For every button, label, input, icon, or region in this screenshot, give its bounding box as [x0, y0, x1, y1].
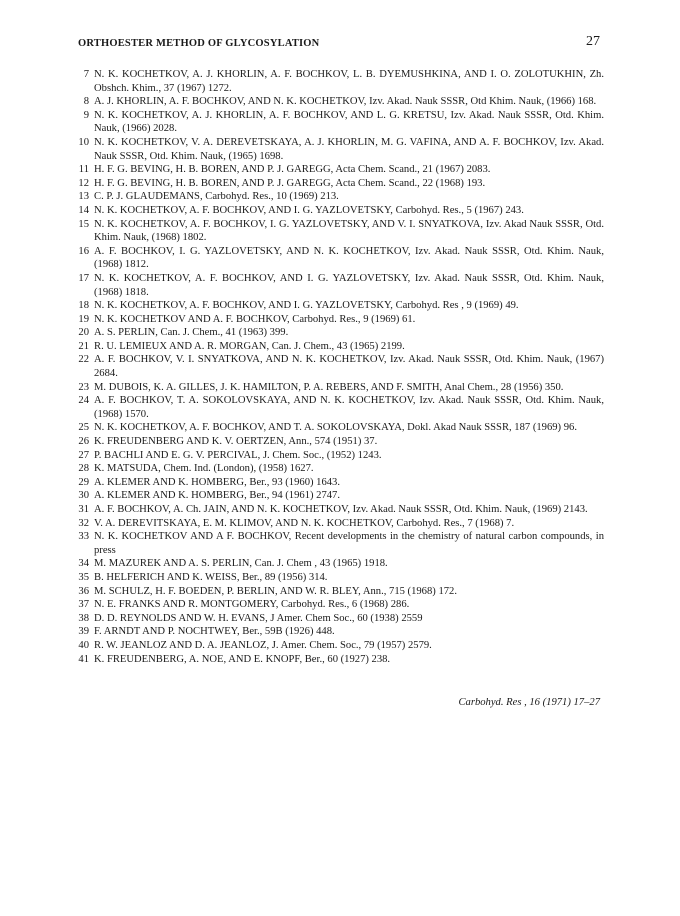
reference-number: 31	[78, 504, 89, 515]
reference-number: 8	[83, 96, 89, 108]
reference-text: D. D. REYNOLDS AND W. H. EVANS, J Amer. Chem Soc., 60 (1938) 2559	[94, 612, 423, 624]
reference-item	[74, 625, 604, 639]
reference-item	[74, 95, 604, 109]
reference-item	[74, 653, 604, 667]
reference-number: 16	[78, 245, 89, 257]
reference-text: H. F. G. BEVING, H. B. BOREN, AND P. J. GAREGG, Acta Chem. Scand., 21 (1967) 2083.	[94, 164, 491, 176]
reference-text: N. K. KOCHETKOV, A. J. KHORLIN, A. F. BOCHKOV, L. B. DYEMUSHKINA, AND I. O. ZOLOTUKHIN, Zh. Obshch. Khim., 37 (1967) 1272.	[94, 69, 604, 94]
reference-number: 35	[78, 571, 89, 583]
reference-text: B. HELFERICH AND K. WEISS, Ber., 89 (1956) 314.	[94, 571, 328, 583]
reference-item	[74, 462, 604, 476]
reference-item	[74, 476, 604, 490]
running-head: ORTHOESTER METHOD OF GLYCOSYLATION	[78, 38, 320, 49]
reference-item	[74, 68, 604, 95]
reference-text: N. K. KOCHETKOV, V. A. DEREVETSKAYA, A. J. KHORLIN, M. G. VAFINA, AND A. F. BOCHKOV, Izv. Akad. Nauk SSSR, Otd. Khim. Nauk, (1965) 1698.	[94, 136, 604, 162]
reference-text: R. U. LEMIEUX AND A. R. MORGAN, Can. J. Chem., 43 (1965) 2199.	[94, 340, 405, 352]
reference-item	[74, 299, 604, 313]
reference-number: 12	[78, 177, 89, 189]
reference-item	[74, 177, 604, 191]
reference-text: N. K. KOCHETKOV, A. F. BOCHKOV, I. G. YAZLOVETSKY, AND V. I. SNYATKOVA, Izv. Akad Nauk SSSR, Otd. Khim. Nauk, (1968) 1802.	[94, 218, 604, 244]
page-number: 27	[586, 34, 600, 49]
reference-text: K. FREUDENBERG AND K. V. OERTZEN, Ann., 574 (1951) 37.	[94, 436, 378, 448]
reference-item	[74, 326, 604, 340]
reference-number: 26	[78, 436, 89, 448]
reference-item	[74, 313, 604, 327]
reference-number: 21	[78, 340, 89, 352]
reference-number: 24	[78, 395, 89, 407]
reference-text: A. S. PERLIN, Can. J. Chem., 41 (1963) 399.	[94, 327, 289, 339]
reference-number: 7	[83, 69, 89, 80]
reference-item	[74, 557, 604, 571]
reference-text: R. W. JEANLOZ AND D. A. JEANLOZ, J. Amer. Chem. Soc., 79 (1957) 2579.	[94, 639, 432, 651]
reference-text: N. K. KOCHETKOV, A. F. BOCHKOV, AND I. G. YAZLOVETSKY, Carbohyd. Res , 9 (1969) 49.	[94, 300, 519, 312]
reference-text: M. SCHULZ, H. F. BOEDEN, P. BERLIN, AND W. R. BLEY, Ann., 715 (1968) 172.	[94, 585, 457, 597]
reference-number: 38	[78, 612, 89, 624]
reference-item	[74, 612, 604, 626]
reference-text: N. K. KOCHETKOV AND A F. BOCHKOV, Recent developments in the chemistry of natural carbon compounds, in press	[94, 531, 604, 556]
reference-item	[74, 394, 604, 421]
reference-text: N. K. KOCHETKOV, A. F. BOCHKOV, AND T. A. SOKOLOVSKAYA, Dokl. Akad Nauk SSSR, 187 (1969) 96.	[94, 422, 577, 434]
reference-text: K. FREUDENBERG, A. NOE, AND E. KNOPF, Ber., 60 (1927) 238.	[94, 653, 391, 665]
reference-item	[74, 109, 604, 136]
reference-text: C. P. J. GLAUDEMANS, Carbohyd. Res., 10 (1969) 213.	[94, 191, 339, 203]
reference-text: V. A. DEREVITSKAYA, E. M. KLIMOV, AND N. K. KOCHETKOV, Carbohyd. Res., 7 (1968) 7.	[94, 517, 515, 529]
reference-number: 37	[78, 599, 89, 611]
reference-number: 9	[83, 109, 89, 121]
reference-text: P. BACHLI AND E. G. V. PERCIVAL, J. Chem. Soc., (1952) 1243.	[94, 449, 382, 461]
reference-number: 11	[78, 164, 89, 176]
reference-number: 29	[78, 476, 89, 488]
reference-item	[74, 245, 604, 272]
reference-number: 27	[78, 449, 89, 461]
reference-text: H. F. G. BEVING, H. B. BOREN, AND P. J. GAREGG, Acta Chem. Scand., 22 (1968) 193.	[94, 177, 486, 189]
reference-number: 34	[78, 558, 89, 570]
reference-item	[74, 639, 604, 653]
reference-number: 10	[78, 136, 89, 148]
reference-number: 18	[78, 300, 89, 312]
reference-item	[74, 435, 604, 449]
reference-number: 32	[78, 517, 89, 529]
reference-number: 14	[78, 204, 89, 216]
reference-number: 22	[78, 354, 89, 366]
reference-text: M. DUBOIS, K. A. GILLES, J. K. HAMILTON, P. A. REBERS, AND F. SMITH, Anal Chem., 28 (1956) 350.	[94, 381, 564, 393]
reference-item	[74, 272, 604, 299]
reference-list	[74, 68, 604, 666]
reference-item	[74, 136, 604, 163]
reference-item	[74, 204, 604, 218]
reference-text: A. F. BOCHKOV, A. Ch. JAIN, AND N. K. KOCHETKOV, Izv. Akad. Nauk SSSR, Otd. Khim. Nauk, (1969) 2143.	[94, 504, 588, 515]
reference-item	[74, 503, 604, 517]
reference-number: 41	[78, 653, 89, 665]
reference-number: 36	[78, 585, 89, 597]
reference-text: N. K. KOCHETKOV, A. F. BOCHKOV, AND I. G. YAZLOVETSKY, Carbohyd. Res., 5 (1967) 243.	[94, 204, 524, 216]
reference-text: A. KLEMER AND K. HOMBERG, Ber., 94 (1961) 2747.	[94, 490, 341, 502]
reference-text: N. E. FRANKS AND R. MONTGOMERY, Carbohyd. Res., 6 (1968) 286.	[94, 599, 410, 611]
reference-number: 15	[78, 218, 89, 230]
reference-item	[74, 571, 604, 585]
reference-number: 23	[78, 381, 89, 393]
reference-item	[74, 381, 604, 395]
reference-number: 33	[78, 531, 89, 543]
reference-number: 20	[78, 327, 89, 339]
reference-text: A. F. BOCHKOV, I. G. YAZLOVETSKY, AND N. K. KOCHETKOV, Izv. Akad. Nauk SSSR, Otd. Khim. Nauk, (1968) 1812.	[94, 245, 604, 271]
reference-text: A. F. BOCHKOV, V. I. SNYATKOVA, AND N. K. KOCHETKOV, Izv. Akad. Nauk SSSR, Otd. Khim. Nauk, (1967) 2684.	[94, 354, 604, 380]
reference-text: K. MATSUDA, Chem. Ind. (London), (1958) 1627.	[94, 463, 314, 475]
journal-citation-footer: Carbohyd. Res , 16 (1971) 17–27	[458, 697, 600, 708]
reference-item	[74, 190, 604, 204]
reference-text: A. KLEMER AND K. HOMBERG, Ber., 93 (1960) 1643.	[94, 476, 341, 488]
reference-item	[74, 353, 604, 380]
reference-item	[74, 517, 604, 531]
reference-item	[74, 163, 604, 177]
reference-number: 19	[78, 313, 89, 325]
reference-text: N. K. KOCHETKOV, A. J. KHORLIN, A. F. BOCHKOV, AND L. G. KRETSU, Izv. Akad. Nauk SSSR, Otd. Khim. Nauk, (1966) 2028.	[94, 109, 604, 135]
reference-item	[74, 489, 604, 503]
reference-item	[74, 585, 604, 599]
reference-text: M. MAZUREK AND A. S. PERLIN, Can. J. Chem , 43 (1965) 1918.	[94, 558, 388, 570]
reference-number: 40	[78, 639, 89, 651]
reference-number: 13	[78, 191, 89, 203]
reference-number: 17	[78, 272, 89, 284]
reference-item	[74, 449, 604, 463]
reference-number: 30	[78, 490, 89, 502]
reference-text: A. J. KHORLIN, A. F. BOCHKOV, AND N. K. KOCHETKOV, Izv. Akad. Nauk SSSR, Otd Khim. Nauk, (1966) 168.	[94, 96, 597, 108]
reference-text: A. F. BOCHKOV, T. A. SOKOLOVSKAYA, AND N. K. KOCHETKOV, Izv. Akad. Nauk SSSR, Otd. Khim. Nauk, (1968) 1570.	[94, 395, 604, 420]
reference-number: 25	[78, 422, 89, 434]
reference-text: F. ARNDT AND P. NOCHTWEY, Ber., 59B (1926) 448.	[94, 626, 335, 638]
reference-item	[74, 340, 604, 354]
reference-number: 28	[78, 463, 89, 475]
reference-number: 39	[78, 626, 89, 638]
reference-text: N. K. KOCHETKOV, A. F. BOCHKOV, AND I. G. YAZLOVETSKY, Izv. Akad. Nauk SSSR, Otd. Khim. Nauk, (1968) 1818.	[94, 272, 604, 298]
reference-text: N. K. KOCHETKOV AND A. F. BOCHKOV, Carbohyd. Res., 9 (1969) 61.	[94, 313, 416, 325]
reference-item	[74, 421, 604, 435]
reference-item	[74, 530, 604, 557]
reference-item	[74, 598, 604, 612]
reference-item	[74, 218, 604, 245]
